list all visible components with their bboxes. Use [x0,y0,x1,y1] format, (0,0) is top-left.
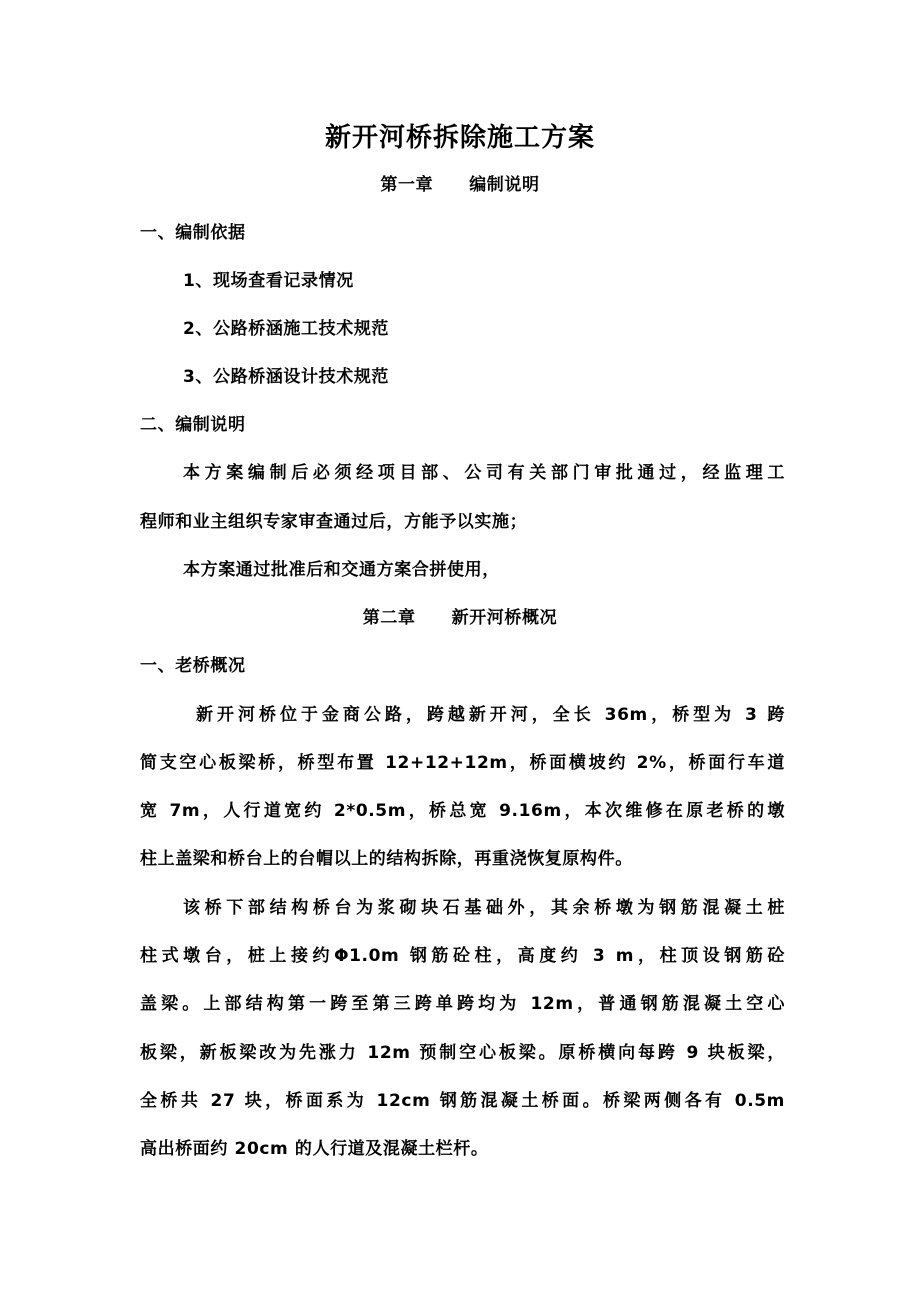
chapter-1-name: 编制说明 [469,175,540,195]
paragraph-line: 盖梁。上部结构第一跨至第三跨单跨均为 12m，普通钢筋混凝土空心 [140,994,785,1014]
paragraph-line: 本方案编制后必须经项目部、公司有关部门审批通过，经监理工 [183,463,785,483]
basis-item-1: 1、现场查看记录情况 [183,271,354,291]
chapter-2-name: 新开河桥概况 [451,608,558,628]
paragraph-line: 柱上盖梁和桥台上的台帽以上的结构拆除，再重浇恢复原构件。 [140,849,633,869]
paragraph-line: 程师和业主组织专家审查通过后，方能予以实施； [140,512,528,532]
basis-item-2: 2、公路桥涵施工技术规范 [183,319,390,339]
paragraph-line: 本方案通过批准后和交通方案合拼使用， [183,560,500,580]
document-title: 新开河桥拆除施工方案 [324,123,595,153]
chapter-1-label: 第一章 [380,175,434,195]
paragraph-line: 新开河桥位于金商公路，跨越新开河，全长 36m，桥型为 3 跨 [196,705,785,725]
basis-item-3: 3、公路桥涵设计技术规范 [183,367,390,387]
paragraph-line: 板梁，新板梁改为先涨力 12m 预制空心板梁。原桥横向每跨 9 块板梁， [140,1043,785,1063]
chapter-2-label: 第二章 [362,608,416,628]
paragraph-line: 高出桥面约 20cm 的人行道及混凝土栏杆。 [140,1139,489,1159]
section-1-heading: 一、编制依据 [140,223,246,243]
paragraph-line: 该桥下部结构桥台为浆砌块石基础外，其余桥墩为钢筋混凝土桩 [183,898,785,918]
paragraph-line: 简支空心板梁桥，桥型布置 12+12+12m，桥面横坡约 2%，桥面行车道 [140,753,785,773]
paragraph-line: 宽 7m，人行道宽约 2*0.5m，桥总宽 9.16m，本次维修在原老桥的墩 [140,801,785,821]
chapter-1-heading [0,170,920,200]
section-2-heading: 二、编制说明 [140,415,246,435]
section-3-heading: 一、老桥概况 [140,656,246,676]
paragraph-line: 柱式墩台，桩上接约Φ1.0m 钢筋砼柱，高度约 3 m，柱顶设钢筋砼 [140,946,785,966]
chapter-2-heading [0,603,920,633]
paragraph-line: 全桥共 27 块，桥面系为 12cm 钢筋混凝土桥面。桥梁两侧各有 0.5m [140,1091,785,1111]
